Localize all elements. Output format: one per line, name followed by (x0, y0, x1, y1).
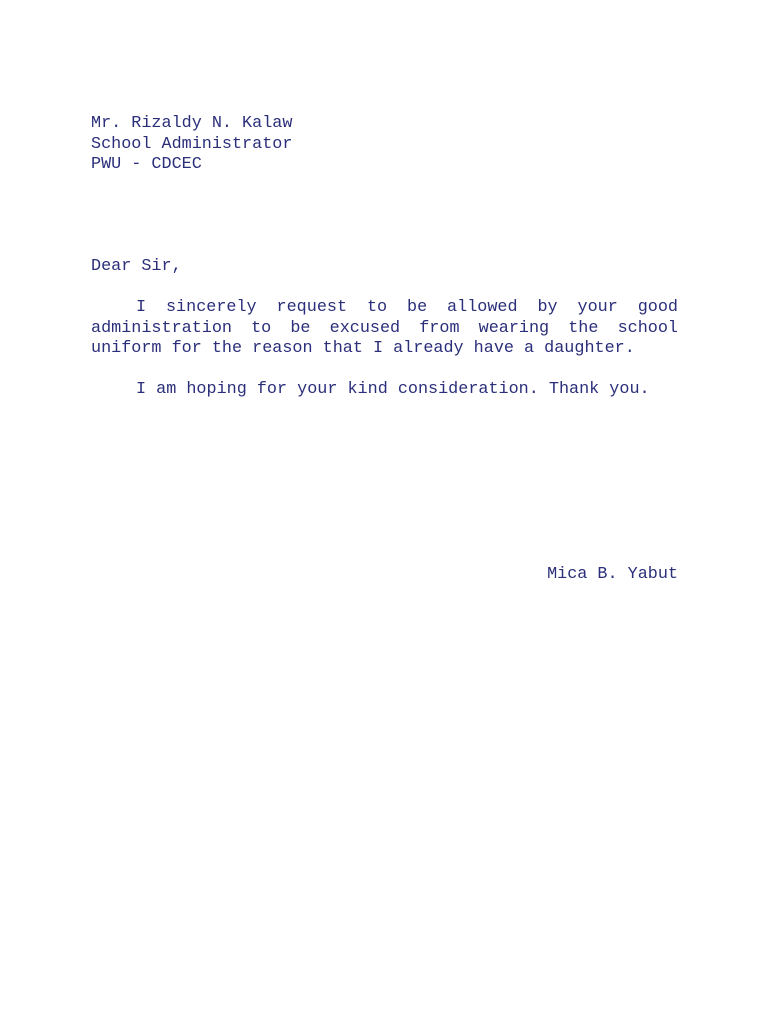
body-paragraph-closing: I am hoping for your kind consideration. Thank you. (136, 380, 650, 399)
addressee-position: School Administrator (91, 134, 293, 154)
signature-name: Mica B. Yabut (547, 565, 678, 584)
addressee-organization: PWU - CDCEC (91, 155, 202, 174)
salutation: Dear Sir, (91, 257, 182, 276)
body-paragraph-request: I sincerely request to be allowed by your good administration to be excused from wearing the school uniform for the reason that I already have a daughter. (91, 298, 678, 358)
addressee-block (91, 114, 678, 176)
addressee-name: Mr. Rizaldy N. Kalaw (91, 114, 293, 133)
